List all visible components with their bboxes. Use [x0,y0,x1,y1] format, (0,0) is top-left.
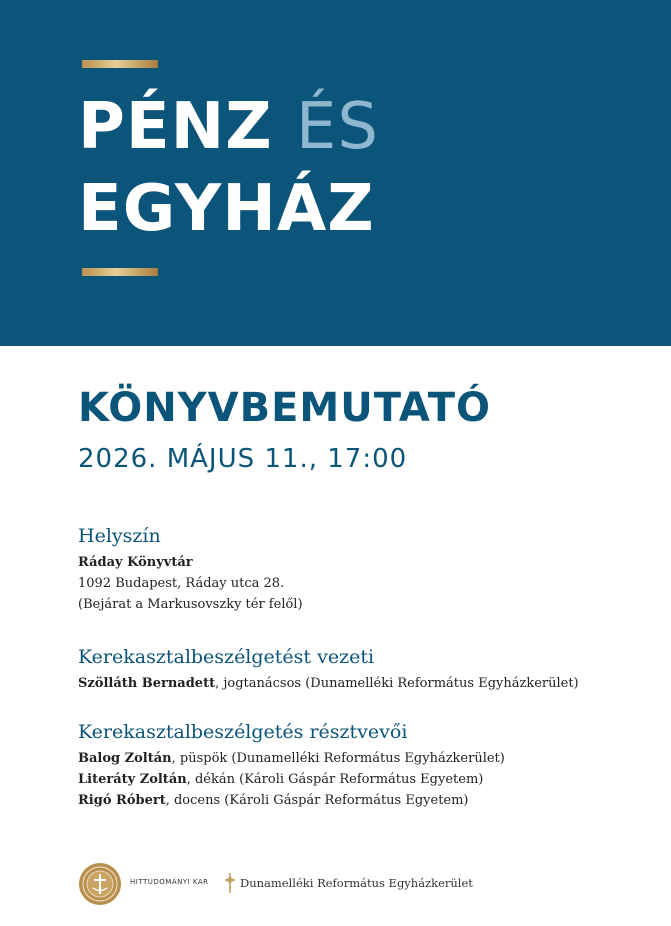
participant-role: , dékán (Károli Gáspár Református Egyetem) [186,772,484,787]
event-title: KÖNYVBEMUTATÓ [78,385,492,431]
faculty-label: HITTUDOMÁNYI KAR [130,878,209,886]
moderator-line [78,673,658,694]
church-district-cross-icon [222,872,238,894]
venue-heading: Helyszín [78,525,161,547]
event-date: 2026. MÁJUS 11., 17:00 [78,444,408,474]
participant-name: Rigó Róbert [78,793,166,808]
hero-banner [0,0,671,346]
university-seal-icon [78,862,122,906]
moderator-role: , jogtanácsos (Dunamelléki Református Egyházkerület) [215,676,579,691]
hero-title-line2: EGYHÁZ [78,172,375,246]
participant-name: Balog Zoltán [78,751,172,766]
gold-divider-top [82,60,158,68]
venue-entrance: (Bejárat a Markusovszky tér felől) [78,597,303,612]
hero-title [78,86,379,250]
participants-heading: Kerekasztalbeszélgetés résztvevői [78,721,408,743]
venue-name: Ráday Könyvtár [78,555,193,570]
hero-title-bold: PÉNZ [78,90,273,164]
venue-section [78,524,658,615]
moderator-heading: Kerekasztalbeszélgetést vezeti [78,646,375,668]
hero-title-light: ÉS [295,90,379,164]
moderator-section [78,645,658,694]
participant-role: , püspök (Dunamelléki Református Egyházkerület) [171,751,505,766]
participants-section [78,720,658,811]
participant-role: , docens (Károli Gáspár Református Egyetem) [165,793,469,808]
participant-row [78,790,658,811]
gold-divider-bottom [82,268,158,276]
venue-address: 1092 Budapest, Ráday utca 28. [78,576,285,591]
district-label: Dunamelléki Református Egyházkerület [240,876,473,890]
moderator-name: Szölláth Bernadett [78,676,216,691]
participant-row [78,769,658,790]
footer-logos [78,862,478,908]
participant-name: Literáty Zoltán [78,772,187,787]
participant-row [78,748,658,769]
